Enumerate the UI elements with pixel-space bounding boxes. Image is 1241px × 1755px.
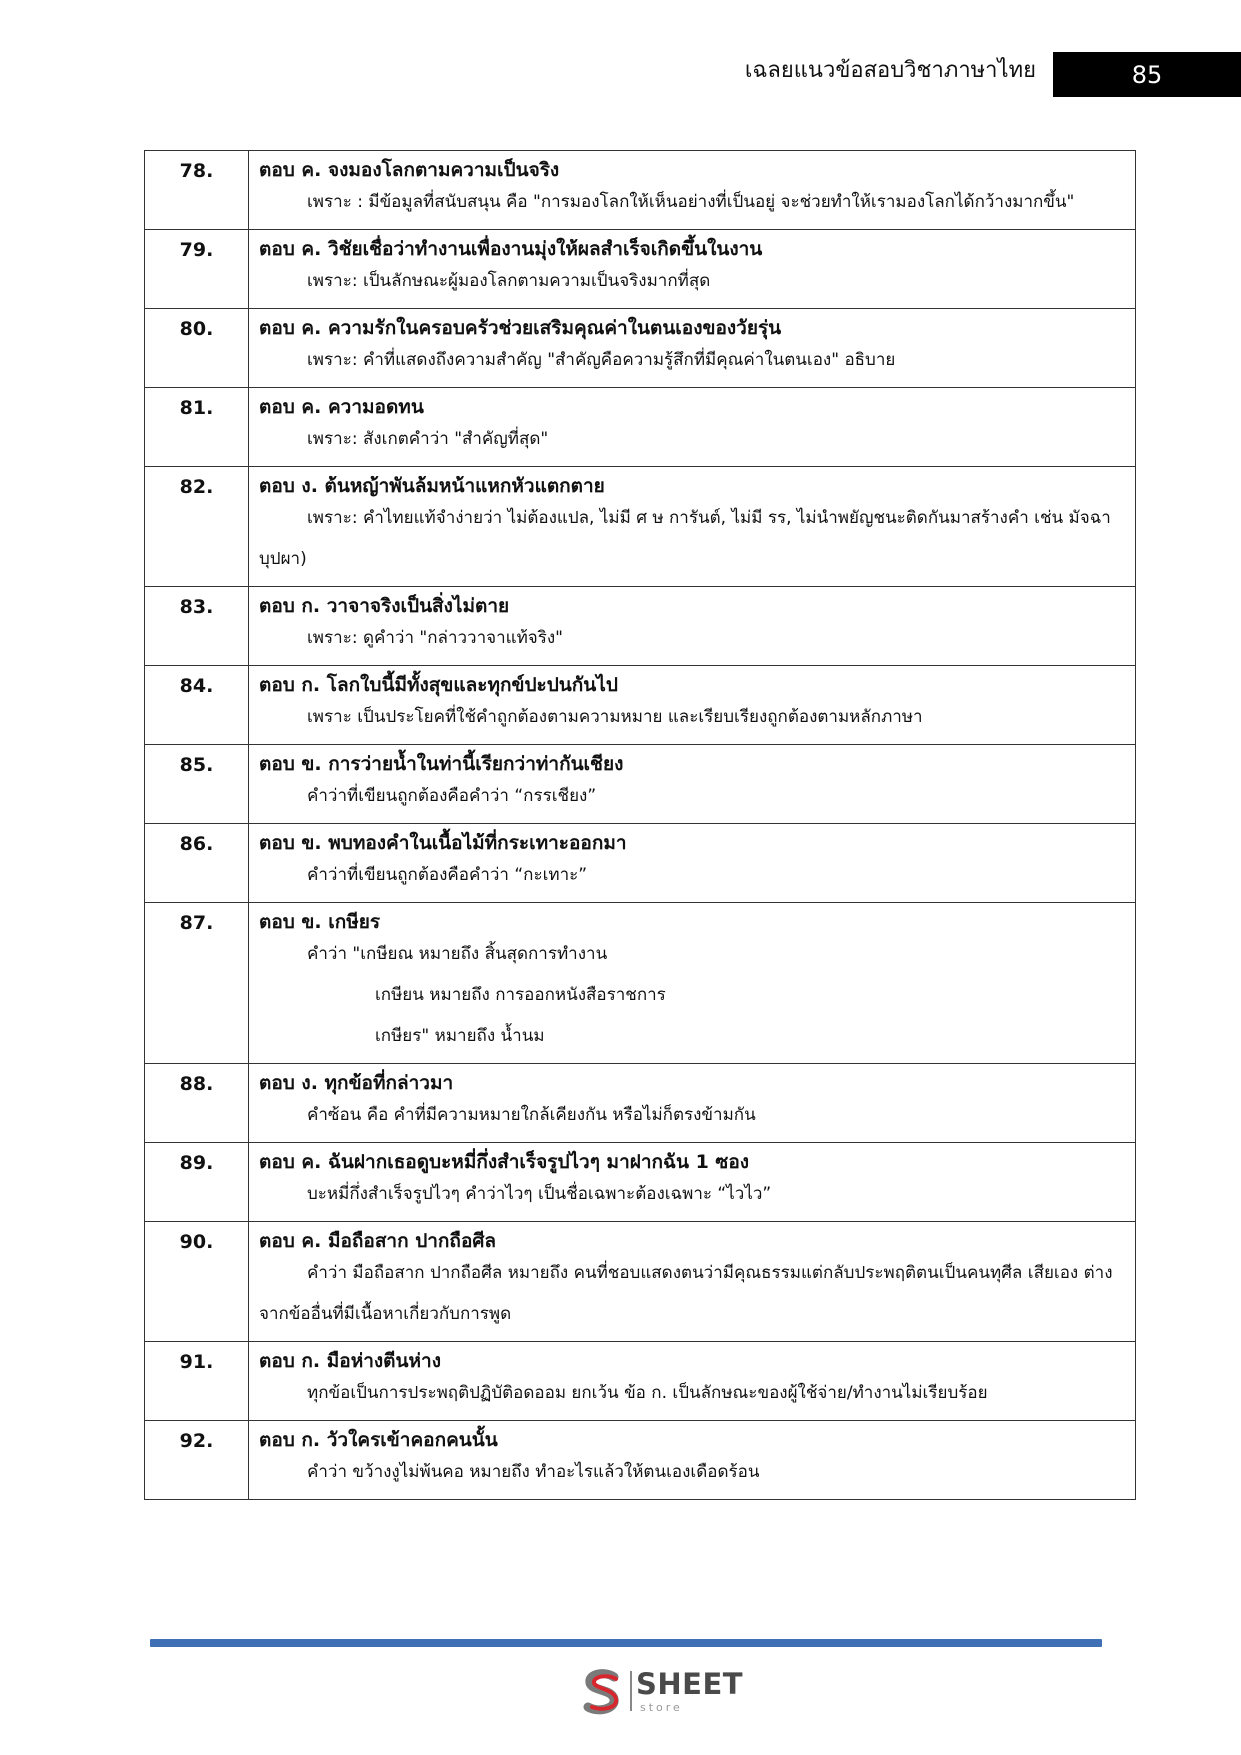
answer-explanation: เพราะ: คำไทยแท้จำง่ายว่า ไม่ต้องแปล, ไม่มี ศ ษ การันต์, ไม่มี รร, ไม่นำพยัญชนะติดกันมาสร้างคำ เช่น มัจฉา บุปผา) [259,508,1111,569]
question-number: 81. [145,388,249,467]
answer-cell [249,230,1136,309]
answer-cell [249,824,1136,903]
answer-table [144,150,1136,1500]
question-number: 84. [145,666,249,745]
page-number-box [1053,52,1241,97]
answer-table-body [145,151,1136,1500]
answer-choice: ตอบ ก. มือห่างตีนห่าง [259,1350,441,1372]
answer-cell [249,388,1136,467]
answer-explanation: บะหมี่กึ่งสำเร็จรูปไวๆ คำว่าไวๆ เป็นชื่อเฉพาะต้องเฉพาะ “ไวไว” [307,1184,772,1204]
answer-explanation: เกษียน หมายถึง การออกหนังสือราชการ [375,985,666,1005]
answer-row [145,388,1136,467]
question-number: 91. [145,1342,249,1421]
answer-choice: ตอบ ง. ทุกข้อที่กล่าวมา [259,1072,454,1094]
answer-choice: ตอบ ก. โลกใบนี้มีทั้งสุขและทุกข์ปะปนกันไป [259,674,618,696]
answer-row [145,151,1136,230]
answer-choice: ตอบ ค. มือถือสาก ปากถือศีล [259,1230,497,1252]
answer-choice: ตอบ ค. จงมองโลกตามความเป็นจริง [259,159,560,181]
question-number: 92. [145,1421,249,1500]
answer-explanation: เพราะ: ดูคำว่า "กล่าววาจาแท้จริง" [307,628,564,648]
logo-divider [630,1671,632,1711]
page-header-title: เฉลยแนวข้อสอบวิชาภาษาไทย [744,58,1036,83]
answer-row [145,1143,1136,1222]
question-number: 90. [145,1222,249,1342]
question-number: 80. [145,309,249,388]
answer-row [145,1421,1136,1500]
answer-explanation: เกษียร" หมายถึง น้ำนม [375,1026,545,1046]
question-number: 83. [145,587,249,666]
answer-row [145,1064,1136,1143]
question-number: 89. [145,1143,249,1222]
answer-explanation: เพราะ: คำที่แสดงถึงความสำคัญ "สำคัญคือความรู้สึกที่มีคุณค่าในตนเอง" อธิบาย [307,350,896,370]
page-number: 85 [1131,60,1163,89]
answer-row [145,666,1136,745]
answer-cell [249,666,1136,745]
answer-choice: ตอบ ก. วาจาจริงเป็นสิ่งไม่ตาย [259,595,510,617]
answer-row [145,309,1136,388]
logo-subtext: store [640,1701,683,1714]
answer-choice: ตอบ ก. วัวใครเข้าคอกคนนั้น [259,1429,498,1451]
answer-explanation: คำว่า ขว้างงูไม่พ้นคอ หมายถึง ทำอะไรแล้วให้ตนเองเดือดร้อน [307,1462,760,1482]
answer-explanation: คำซ้อน คือ คำที่มีความหมายใกล้เคียงกัน หรือไม่ก็ตรงข้ามกัน [307,1105,756,1125]
answer-row [145,467,1136,587]
answer-row [145,824,1136,903]
answer-choice: ตอบ ข. การว่ายน้ำในท่านี้เรียกว่าท่ากันเชียง [259,753,624,775]
answer-choice: ตอบ ง. ต้นหญ้าพันล้มหน้าแหกหัวแตกตาย [259,475,605,497]
answer-explanation: ทุกข้อเป็นการประพฤติปฏิบัติอดออม ยกเว้น ข้อ ก. เป็นลักษณะของผู้ใช้จ่าย/ทำงานไม่เรียบร้อย [307,1383,988,1403]
answer-row [145,587,1136,666]
question-number: 78. [145,151,249,230]
question-number: 88. [145,1064,249,1143]
answer-cell [249,1143,1136,1222]
answer-explanation: คำว่าที่เขียนถูกต้องคือคำว่า “กะเทาะ” [307,865,588,885]
answer-choice: ตอบ ข. พบทองคำในเนื้อไม้ที่กระเทาะออกมา [259,832,627,854]
answer-row [145,745,1136,824]
answer-explanation: คำว่า มือถือสาก ปากถือศีล หมายถึง คนที่ชอบแสดงตนว่ามีคุณธรรมแต่กลับประพฤติตนเป็นคนทุศีล เสียเอง ต่างจากข้ออื่นที่มีเนื้อหาเกี่ยวกับการพูด [259,1263,1113,1324]
answer-explanation: เพราะ เป็นประโยคที่ใช้คำถูกต้องตามความหมาย และเรียบเรียงถูกต้องตามหลักภาษา [307,707,923,727]
question-number: 79. [145,230,249,309]
footer-divider [150,1639,1102,1647]
sheet-logo-icon [578,1667,630,1719]
answer-cell [249,309,1136,388]
answer-cell [249,903,1136,1064]
answer-cell [249,467,1136,587]
question-number: 86. [145,824,249,903]
answer-cell [249,1421,1136,1500]
answer-row [145,230,1136,309]
answer-row [145,1342,1136,1421]
answer-cell [249,1342,1136,1421]
answer-cell [249,587,1136,666]
answer-choice: ตอบ ค. ความอดทน [259,396,424,418]
answer-choice: ตอบ ค. วิชัยเชื่อว่าทำงานเพื่องานมุ่งให้ผลสำเร็จเกิดขึ้นในงาน [259,238,763,260]
answer-cell [249,1222,1136,1342]
answer-choice: ตอบ ค. ความรักในครอบครัวช่วยเสริมคุณค่าในตนเองของวัยรุ่น [259,317,782,339]
question-number: 87. [145,903,249,1064]
question-number: 82. [145,467,249,587]
answer-explanation: คำว่า "เกษียณ หมายถึง สิ้นสุดการทำงาน [307,944,608,964]
answer-choice: ตอบ ค. ฉันฝากเธอดูบะหมี่กึ่งสำเร็จรูปไวๆ มาฝากฉัน 1 ซอง [259,1151,750,1173]
answer-explanation: คำว่าที่เขียนถูกต้องคือคำว่า “กรรเชียง” [307,786,597,806]
sheet-store-logo [578,1667,748,1719]
answer-cell [249,745,1136,824]
answer-explanation: เพราะ: เป็นลักษณะผู้มองโลกตามความเป็นจริงมากที่สุด [307,271,711,291]
answer-choice: ตอบ ข. เกษียร [259,911,381,933]
answer-cell [249,151,1136,230]
answer-row [145,1222,1136,1342]
answer-explanation: เพราะ: สังเกตคำว่า "สำคัญที่สุด" [307,429,549,449]
answer-cell [249,1064,1136,1143]
answer-row [145,903,1136,1064]
logo-text: SHEET [636,1667,744,1701]
question-number: 85. [145,745,249,824]
answer-explanation: เพราะ : มีข้อมูลที่สนับสนุน คือ "การมองโลกให้เห็นอย่างที่เป็นอยู่ จะช่วยทำให้เรามองโลกได้กว้างมากขึ้น" [307,192,1075,212]
